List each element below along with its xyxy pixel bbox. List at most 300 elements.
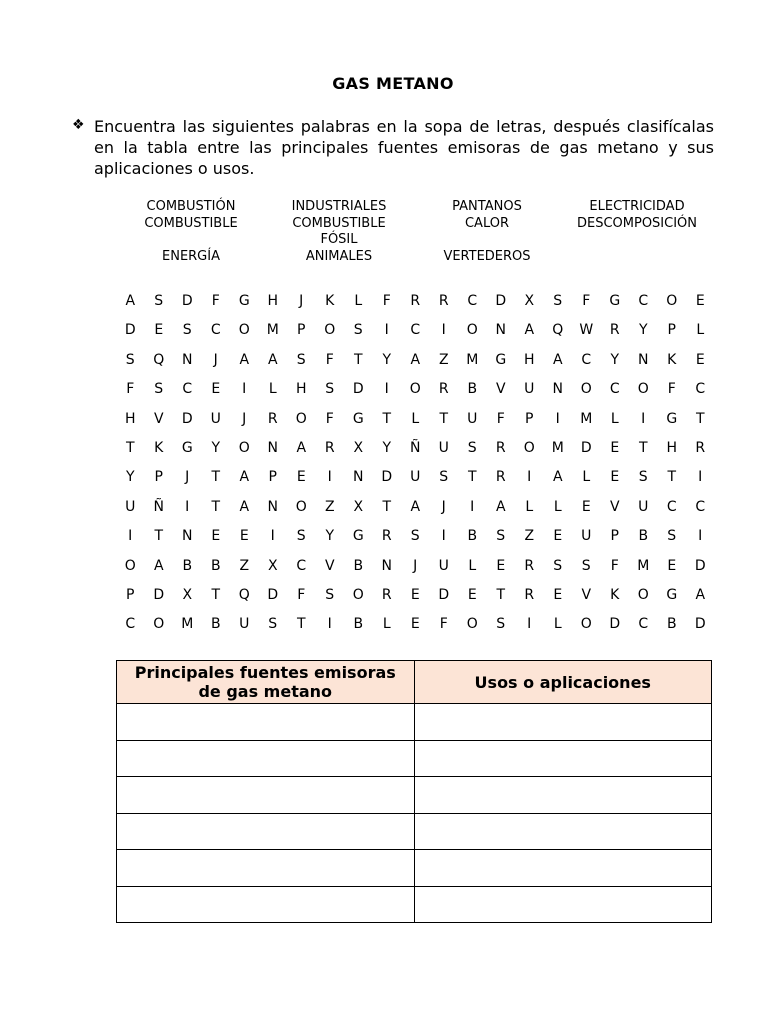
word-search-grid — [116, 288, 715, 641]
word-search-letter: U — [438, 439, 449, 456]
word-search-letter: E — [553, 586, 563, 603]
word-search-letter: Ñ — [410, 439, 421, 456]
word-search-letter: S — [296, 351, 306, 368]
word-search-letter: S — [125, 351, 135, 368]
word-search-letter: C — [695, 498, 706, 515]
word-search-letter: R — [324, 439, 335, 456]
word-item: INDUSTRIALES — [291, 199, 387, 214]
word-search-letter: P — [667, 322, 676, 339]
word-search-letter: T — [467, 469, 477, 486]
word-search-letter: W — [579, 322, 594, 339]
word-search-letter: X — [353, 498, 364, 515]
word-search-letter: O — [523, 439, 535, 456]
word-search-letter: V — [153, 410, 164, 427]
word-search-row — [116, 464, 715, 493]
word-search-letter: E — [296, 469, 306, 486]
word-search-letter: D — [438, 586, 450, 603]
word-search-letter: C — [695, 381, 706, 398]
word-search-letter: U — [524, 381, 535, 398]
word-item: VERTEDEROS — [443, 248, 531, 264]
word-list — [0, 199, 768, 269]
word-search-letter: C — [410, 322, 421, 339]
word-search-letter: O — [666, 293, 678, 309]
page-title: GAS METANO — [332, 74, 454, 93]
word-search-letter: I — [441, 528, 446, 545]
word-search-letter: A — [495, 498, 506, 515]
word-search-letter: C — [182, 381, 193, 398]
word-search-letter: J — [413, 557, 418, 574]
word-search-letter: Ñ — [153, 498, 164, 515]
word-search-letter: V — [581, 586, 592, 603]
word-search-letter: I — [327, 616, 332, 633]
word-search-letter: O — [637, 381, 649, 398]
word-search-letter: T — [125, 439, 135, 456]
word-search-letter: C — [125, 616, 136, 633]
word-search-letter: P — [525, 410, 534, 427]
word-search-letter: A — [267, 351, 278, 368]
word-search-letter: R — [524, 557, 535, 574]
use-cell[interactable] — [414, 704, 712, 741]
word-search-letter: I — [270, 528, 275, 545]
word-search-letter: A — [524, 322, 535, 339]
word-search-letter: Q — [552, 322, 564, 339]
word-item: DESCOMPOSICIÓN — [576, 215, 698, 231]
word-search-letter: A — [410, 351, 421, 368]
word-search-letter: I — [128, 528, 133, 545]
word-search-letter: E — [211, 381, 221, 398]
word-item: PANTANOS — [452, 199, 522, 214]
word-search-letter: S — [182, 322, 192, 339]
source-cell[interactable] — [117, 886, 415, 923]
word-search-letter: L — [382, 616, 391, 633]
word-item: FÓSIL — [320, 232, 358, 247]
word-search-letter: H — [267, 293, 279, 309]
word-search-letter: N — [182, 528, 193, 545]
word-search-letter: X — [353, 439, 364, 456]
word-search-letter: L — [553, 616, 562, 633]
word-search-letter: I — [384, 322, 389, 339]
word-search-letter: Z — [239, 557, 250, 574]
word-search-letter: G — [181, 439, 193, 456]
word-search-letter: J — [185, 469, 190, 486]
word-search-letter: C — [467, 293, 478, 309]
word-search-letter: D — [609, 616, 621, 633]
use-cell[interactable] — [414, 813, 712, 850]
word-search-letter: G — [609, 293, 621, 309]
word-search-letter: J — [441, 498, 446, 515]
word-search-letter: Y — [382, 439, 392, 456]
word-search-letter: D — [381, 469, 393, 486]
word-search-letter: O — [637, 586, 649, 603]
word-search-letter: P — [268, 469, 277, 486]
word-search-letter: T — [667, 469, 677, 486]
word-search-letter: V — [324, 557, 335, 574]
word-search-letter: P — [154, 469, 163, 486]
word-search-letter: L — [354, 293, 363, 309]
use-cell[interactable] — [414, 740, 712, 777]
word-search-letter: A — [125, 293, 136, 309]
word-search-letter: H — [523, 351, 535, 368]
word-search-letter: O — [295, 410, 307, 427]
word-search-letter: R — [410, 293, 421, 309]
word-search-letter: M — [637, 557, 650, 574]
word-search-letter: S — [667, 528, 677, 545]
word-search-row — [116, 494, 715, 523]
table-row — [117, 886, 712, 923]
source-cell[interactable] — [117, 777, 415, 814]
word-search-row — [116, 553, 715, 582]
word-search-letter: I — [527, 469, 532, 486]
word-search-letter: O — [352, 586, 364, 603]
word-search-letter: B — [210, 557, 221, 574]
word-search-letter: T — [439, 410, 449, 427]
diamond-bullet-icon: ❖ — [72, 117, 85, 133]
word-search-letter: N — [495, 322, 506, 339]
word-search-letter: O — [466, 322, 478, 339]
word-search-letter: K — [154, 439, 164, 456]
word-search-row — [116, 288, 715, 317]
word-search-letter: N — [182, 351, 193, 368]
word-search-letter: S — [410, 528, 420, 545]
word-search-letter: O — [324, 322, 336, 339]
word-item — [106, 232, 276, 249]
word-search-letter: D — [267, 586, 279, 603]
word-search-letter: E — [581, 498, 591, 515]
word-search-letter: O — [153, 616, 165, 633]
word-search-letter: G — [666, 586, 678, 603]
word-search-letter: I — [698, 469, 703, 486]
word-search-letter: A — [153, 557, 164, 574]
word-search-letter: H — [124, 410, 136, 427]
word-item: COMBUSTIÓN — [146, 199, 236, 214]
word-search-letter: I — [384, 381, 389, 398]
word-search-row — [116, 611, 715, 640]
word-search-letter: Y — [125, 469, 135, 486]
word-search-letter: R — [381, 586, 392, 603]
source-cell[interactable] — [117, 813, 415, 850]
word-search-letter: J — [299, 293, 304, 309]
word-search-letter: A — [552, 351, 563, 368]
word-search-letter: T — [695, 410, 705, 427]
use-cell[interactable] — [414, 886, 712, 923]
word-search-letter: C — [581, 351, 592, 368]
word-search-letter: F — [211, 293, 220, 309]
word-search-letter: I — [327, 469, 332, 486]
word-search-letter: U — [581, 528, 592, 545]
word-search-letter: G — [495, 351, 507, 368]
word-search-letter: U — [410, 469, 421, 486]
use-cell[interactable] — [414, 777, 712, 814]
word-search-letter: U — [210, 410, 221, 427]
word-search-letter: G — [352, 528, 364, 545]
word-search-letter: S — [467, 439, 477, 456]
word-search-letter: B — [182, 557, 193, 574]
word-item: COMBUSTIBLE — [292, 215, 386, 231]
word-search-row — [116, 347, 715, 376]
word-search-letter: E — [667, 557, 677, 574]
word-search-letter: L — [525, 498, 534, 515]
word-search-letter: S — [325, 586, 335, 603]
word-search-letter: M — [266, 322, 279, 339]
word-search-letter: S — [268, 616, 278, 633]
word-search-letter: C — [666, 498, 677, 515]
word-search-letter: A — [695, 586, 706, 603]
word-search-letter: F — [325, 351, 334, 368]
word-search-letter: R — [438, 381, 449, 398]
word-search-row — [116, 317, 715, 346]
word-item: CALOR — [464, 215, 509, 231]
word-search-letter: S — [553, 557, 563, 574]
word-item — [402, 232, 572, 249]
word-search-letter: S — [553, 293, 563, 309]
word-search-letter: N — [267, 498, 278, 515]
word-search-letter: E — [410, 586, 420, 603]
word-search-letter: I — [641, 410, 646, 427]
word-search-letter: I — [441, 322, 446, 339]
word-item — [552, 232, 722, 249]
word-search-letter: G — [238, 293, 250, 309]
word-search-letter: C — [638, 293, 649, 309]
word-search-letter: T — [638, 439, 648, 456]
word-search-letter: N — [552, 381, 563, 398]
word-search-letter: S — [439, 469, 449, 486]
word-search-letter: L — [411, 410, 420, 427]
word-search-letter: S — [296, 528, 306, 545]
word-search-letter: N — [267, 439, 278, 456]
word-search-letter: D — [495, 293, 507, 309]
table-row — [117, 740, 712, 777]
word-search-letter: B — [353, 557, 364, 574]
word-item — [552, 249, 722, 266]
source-cell[interactable] — [117, 740, 415, 777]
word-search-letter: F — [667, 381, 676, 398]
column-header-sources: Principales fuentes emisoras de gas metano — [117, 661, 415, 704]
word-search-letter: U — [638, 498, 649, 515]
word-search-letter: T — [382, 498, 392, 515]
word-search-letter: P — [126, 586, 135, 603]
source-cell[interactable] — [117, 704, 415, 741]
word-search-letter: E — [610, 469, 620, 486]
word-search-letter: S — [496, 528, 506, 545]
word-search-letter: B — [210, 616, 221, 633]
word-search-letter: T — [496, 586, 506, 603]
word-search-letter: B — [638, 528, 649, 545]
word-search-letter: S — [638, 469, 648, 486]
word-search-letter: J — [242, 410, 247, 427]
word-search-letter: F — [610, 557, 619, 574]
word-search-letter: E — [410, 616, 420, 633]
word-search-letter: E — [154, 322, 164, 339]
word-search-letter: T — [211, 498, 221, 515]
word-search-letter: L — [268, 381, 277, 398]
word-search-letter: Y — [638, 322, 648, 339]
word-search-letter: T — [353, 351, 363, 368]
word-search-letter: X — [524, 293, 535, 309]
word-search-letter: R — [381, 528, 392, 545]
word-search-letter: K — [610, 586, 620, 603]
word-search-letter: K — [667, 351, 677, 368]
word-search-letter: A — [239, 498, 250, 515]
table-row — [117, 850, 712, 887]
word-search-letter: O — [580, 381, 592, 398]
word-search-letter: Z — [438, 351, 449, 368]
word-search-letter: Z — [324, 498, 335, 515]
word-search-letter: K — [325, 293, 335, 309]
word-search-letter: O — [409, 381, 421, 398]
word-search-letter: U — [125, 498, 136, 515]
word-search-letter: S — [325, 381, 335, 398]
word-search-letter: F — [496, 410, 505, 427]
word-search-letter: I — [242, 381, 247, 398]
word-search-letter: D — [694, 616, 706, 633]
table-body — [117, 704, 712, 923]
word-search-letter: F — [297, 586, 306, 603]
word-search-letter: A — [239, 351, 250, 368]
column-header-uses: Usos o aplicaciones — [414, 661, 712, 704]
word-search-letter: Q — [153, 351, 165, 368]
word-search-letter: R — [609, 322, 620, 339]
word-search-letter: O — [124, 557, 136, 574]
word-search-letter: R — [267, 410, 278, 427]
word-search-letter: F — [126, 381, 135, 398]
word-search-letter: M — [551, 439, 564, 456]
word-search-letter: Y — [382, 351, 392, 368]
word-search-letter: Y — [325, 528, 335, 545]
word-search-letter: O — [466, 616, 478, 633]
word-search-letter: I — [527, 616, 532, 633]
word-search-letter: R — [524, 586, 535, 603]
word-column — [106, 199, 276, 265]
table-row — [117, 704, 712, 741]
use-cell[interactable] — [414, 850, 712, 887]
word-search-letter: B — [666, 616, 677, 633]
word-search-letter: O — [238, 322, 250, 339]
word-search-letter: L — [610, 410, 619, 427]
word-search-letter: V — [609, 498, 620, 515]
table-header-row — [117, 661, 712, 704]
word-search-letter: L — [553, 498, 562, 515]
word-search-letter: T — [154, 528, 164, 545]
word-search-letter: U — [438, 557, 449, 574]
word-search-letter: G — [666, 410, 678, 427]
word-search-letter: I — [555, 410, 560, 427]
word-search-letter: B — [467, 528, 478, 545]
word-search-letter: O — [295, 498, 307, 515]
word-search-letter: T — [211, 469, 221, 486]
word-search-letter: F — [382, 293, 391, 309]
word-search-letter: U — [239, 616, 250, 633]
word-search-letter: P — [297, 322, 306, 339]
word-search-letter: S — [154, 381, 164, 398]
classification-table — [116, 660, 712, 923]
word-search-letter: G — [352, 410, 364, 427]
table-row — [117, 813, 712, 850]
word-search-letter: T — [382, 410, 392, 427]
word-search-letter: Y — [610, 351, 620, 368]
word-search-letter: B — [467, 381, 478, 398]
word-search-letter: N — [353, 469, 364, 486]
word-search-row — [116, 435, 715, 464]
word-search-letter: I — [185, 498, 190, 515]
word-search-letter: S — [154, 293, 164, 309]
word-search-letter: H — [295, 381, 307, 398]
word-search-letter: X — [182, 586, 193, 603]
word-search-letter: E — [610, 439, 620, 456]
word-search-letter: D — [181, 410, 193, 427]
word-search-letter: A — [552, 469, 563, 486]
word-search-letter: C — [296, 557, 307, 574]
instruction-text: Encuentra las siguientes palabras en la sopa de letras, después clasifícalas en la tabla entre las principales fuentes emisoras de gas metano y sus aplicaciones o usos. — [94, 117, 714, 178]
word-search-letter: D — [694, 557, 706, 574]
word-search-letter: E — [695, 293, 705, 309]
source-cell[interactable] — [117, 850, 415, 887]
word-search-letter: B — [353, 616, 364, 633]
word-search-row — [116, 523, 715, 552]
word-search-letter: L — [582, 469, 591, 486]
word-search-letter: S — [353, 322, 363, 339]
word-search-letter: E — [695, 351, 705, 368]
word-search-letter: D — [352, 381, 364, 398]
word-item: ANIMALES — [305, 248, 373, 264]
word-search-letter: C — [609, 381, 620, 398]
word-search-letter: X — [267, 557, 278, 574]
word-search-letter: I — [470, 498, 475, 515]
word-search-letter: M — [466, 351, 479, 368]
word-search-letter: Q — [238, 586, 250, 603]
word-search-letter: V — [495, 381, 506, 398]
word-search-letter: N — [638, 351, 649, 368]
word-search-letter: T — [296, 616, 306, 633]
word-search-letter: A — [239, 469, 250, 486]
word-search-row — [116, 376, 715, 405]
word-search-letter: E — [211, 528, 221, 545]
word-search-letter: F — [582, 293, 591, 309]
word-search-letter: M — [580, 410, 593, 427]
word-item: ENERGÍA — [162, 248, 220, 264]
word-search-letter: T — [211, 586, 221, 603]
word-column — [254, 199, 424, 265]
word-search-letter: E — [496, 557, 506, 574]
word-search-letter: I — [698, 528, 703, 545]
word-item: ELECTRICIDAD — [589, 199, 685, 214]
word-search-letter: F — [439, 616, 448, 633]
word-search-letter: A — [296, 439, 307, 456]
word-column — [552, 199, 722, 265]
word-search-letter: F — [325, 410, 334, 427]
word-search-letter: E — [553, 528, 563, 545]
word-search-letter: M — [181, 616, 194, 633]
word-search-letter: C — [638, 616, 649, 633]
word-search-letter: D — [153, 586, 165, 603]
word-search-letter: C — [210, 322, 221, 339]
word-search-letter: E — [239, 528, 249, 545]
word-search-letter: O — [238, 439, 250, 456]
word-search-letter: S — [581, 557, 591, 574]
word-search-letter: E — [467, 586, 477, 603]
word-search-letter: S — [496, 616, 506, 633]
word-item: COMBUSTIBLE — [144, 215, 238, 231]
word-search-row — [116, 406, 715, 435]
word-search-letter: L — [468, 557, 477, 574]
word-search-letter: Z — [524, 528, 535, 545]
word-search-letter: D — [124, 322, 136, 339]
word-search-letter: R — [495, 469, 506, 486]
word-search-letter: D — [181, 293, 193, 309]
word-search-letter: N — [381, 557, 392, 574]
word-search-letter: R — [695, 439, 706, 456]
word-search-row — [116, 582, 715, 611]
word-search-letter: R — [438, 293, 449, 309]
